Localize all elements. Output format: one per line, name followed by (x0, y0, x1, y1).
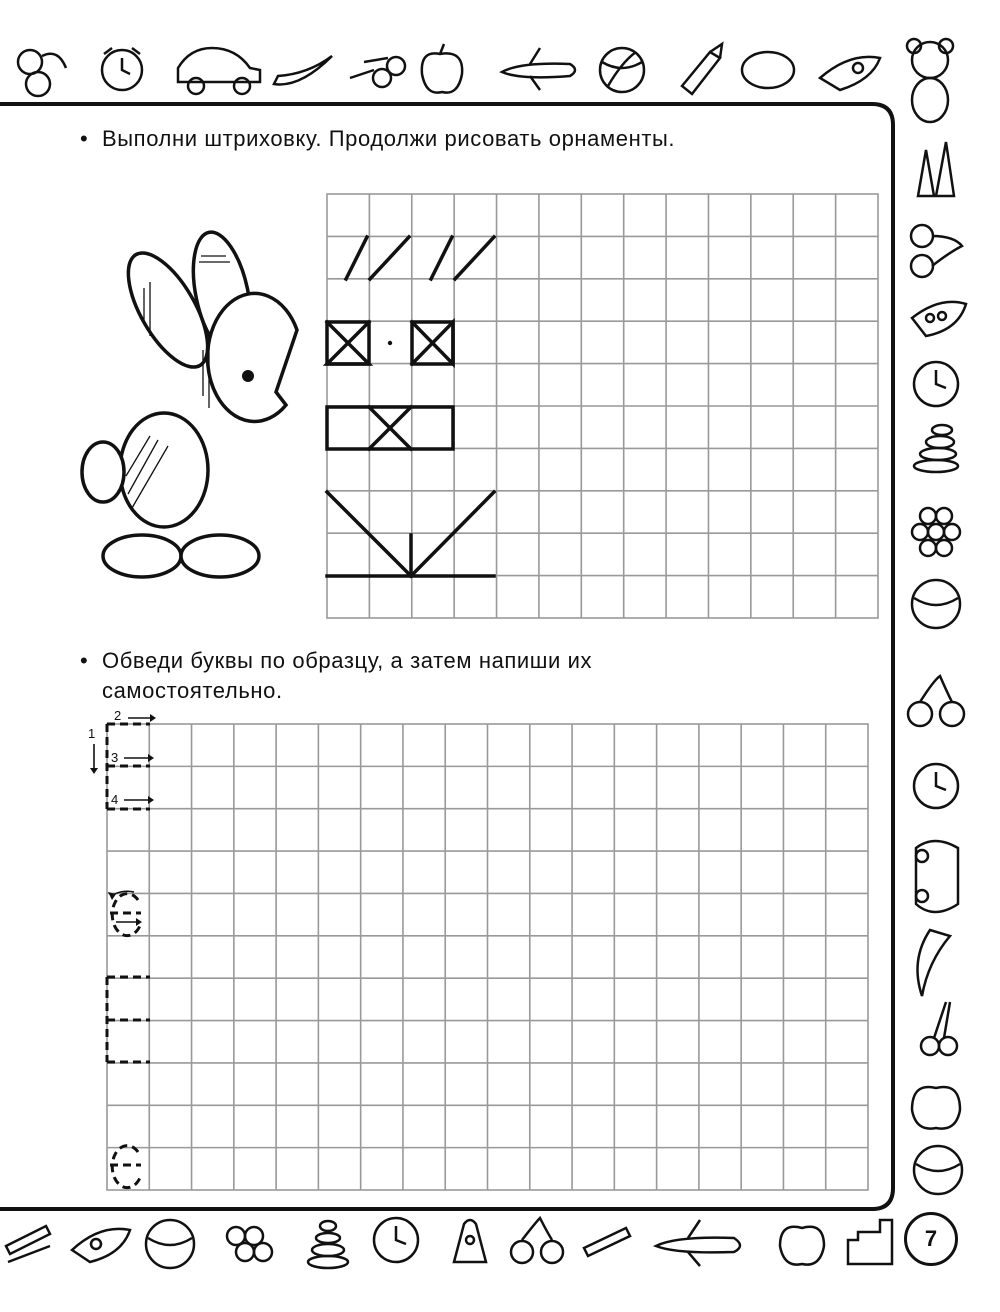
teddy-bear-icon (907, 39, 953, 122)
apple-icon (422, 44, 462, 93)
toy-castle-icon (848, 1220, 892, 1264)
ornament-slashes (346, 237, 494, 279)
cherries-icon (511, 1218, 563, 1263)
page-number: 7 (904, 1212, 958, 1266)
ball-icon (146, 1220, 194, 1268)
crayons-icon (6, 1226, 50, 1262)
airplane-icon (656, 1220, 740, 1266)
letter-e-small (110, 894, 141, 936)
apple-icon (780, 1227, 824, 1265)
crayons-icon (918, 142, 954, 196)
letter-e-small-repeat (110, 1146, 141, 1188)
scissors-icon (350, 57, 405, 87)
ball-icon (600, 48, 644, 92)
ornament-bowtie (327, 407, 453, 449)
banana-icon (918, 930, 951, 996)
task2-text-line2: самостоятельно. (102, 678, 283, 703)
bunny-tail (82, 442, 124, 502)
bunny-right-foot (181, 535, 259, 577)
car-icon (178, 48, 260, 94)
stroke-label-4: 4 (111, 792, 119, 807)
rocket-icon (820, 57, 880, 90)
top-border-icons (18, 39, 953, 122)
banana-icon (274, 56, 332, 84)
bottom-border-icons (6, 1218, 892, 1268)
bunny-body (120, 413, 208, 527)
crayon-icon (682, 44, 722, 94)
car-icon (916, 841, 958, 912)
cherries-icon (908, 676, 964, 726)
pyramid-toy-icon (914, 425, 958, 472)
right-border-icons (908, 142, 966, 1194)
pyramid-toy-icon (308, 1221, 348, 1268)
letter-e-capital-repeat (107, 977, 150, 1062)
scissors-icon (921, 1002, 957, 1055)
bunny-head (208, 293, 297, 421)
cherries-icon (911, 225, 962, 277)
bullet: • (80, 126, 89, 151)
bunny-left-foot (103, 535, 181, 577)
bullet: • (80, 648, 89, 673)
stroke-label-1: 1 (88, 726, 96, 741)
grapes-icon (227, 1227, 272, 1261)
lemon-icon (742, 52, 794, 88)
ball-icon (912, 580, 960, 628)
task1-text: Выполни штриховку. Продолжи рисовать орнаменты. (102, 126, 676, 151)
rocket-icon (912, 302, 966, 336)
task2-text-line1: Обведи буквы по образцу, а затем напиши их (102, 648, 593, 673)
cherries-icon (18, 50, 66, 96)
ornament-dot (388, 341, 392, 345)
alarm-clock-icon (374, 1218, 418, 1262)
stroke-label-2: 2 (114, 708, 122, 723)
apple-icon (912, 1087, 960, 1129)
alarm-clock-icon (914, 764, 958, 808)
bunny-drawing (82, 227, 297, 577)
grapes-icon (912, 508, 960, 556)
rocket-icon (454, 1220, 486, 1262)
bunny-eye (242, 370, 254, 382)
alarm-clock-icon (914, 362, 958, 406)
letter-grid (107, 724, 868, 1190)
stroke-label-3: 3 (111, 750, 119, 765)
rocket-icon (72, 1229, 130, 1262)
alarm-clock-icon (102, 48, 142, 90)
crayons-icon (584, 1228, 630, 1256)
airplane-icon (502, 48, 575, 90)
ball-icon (914, 1146, 962, 1194)
